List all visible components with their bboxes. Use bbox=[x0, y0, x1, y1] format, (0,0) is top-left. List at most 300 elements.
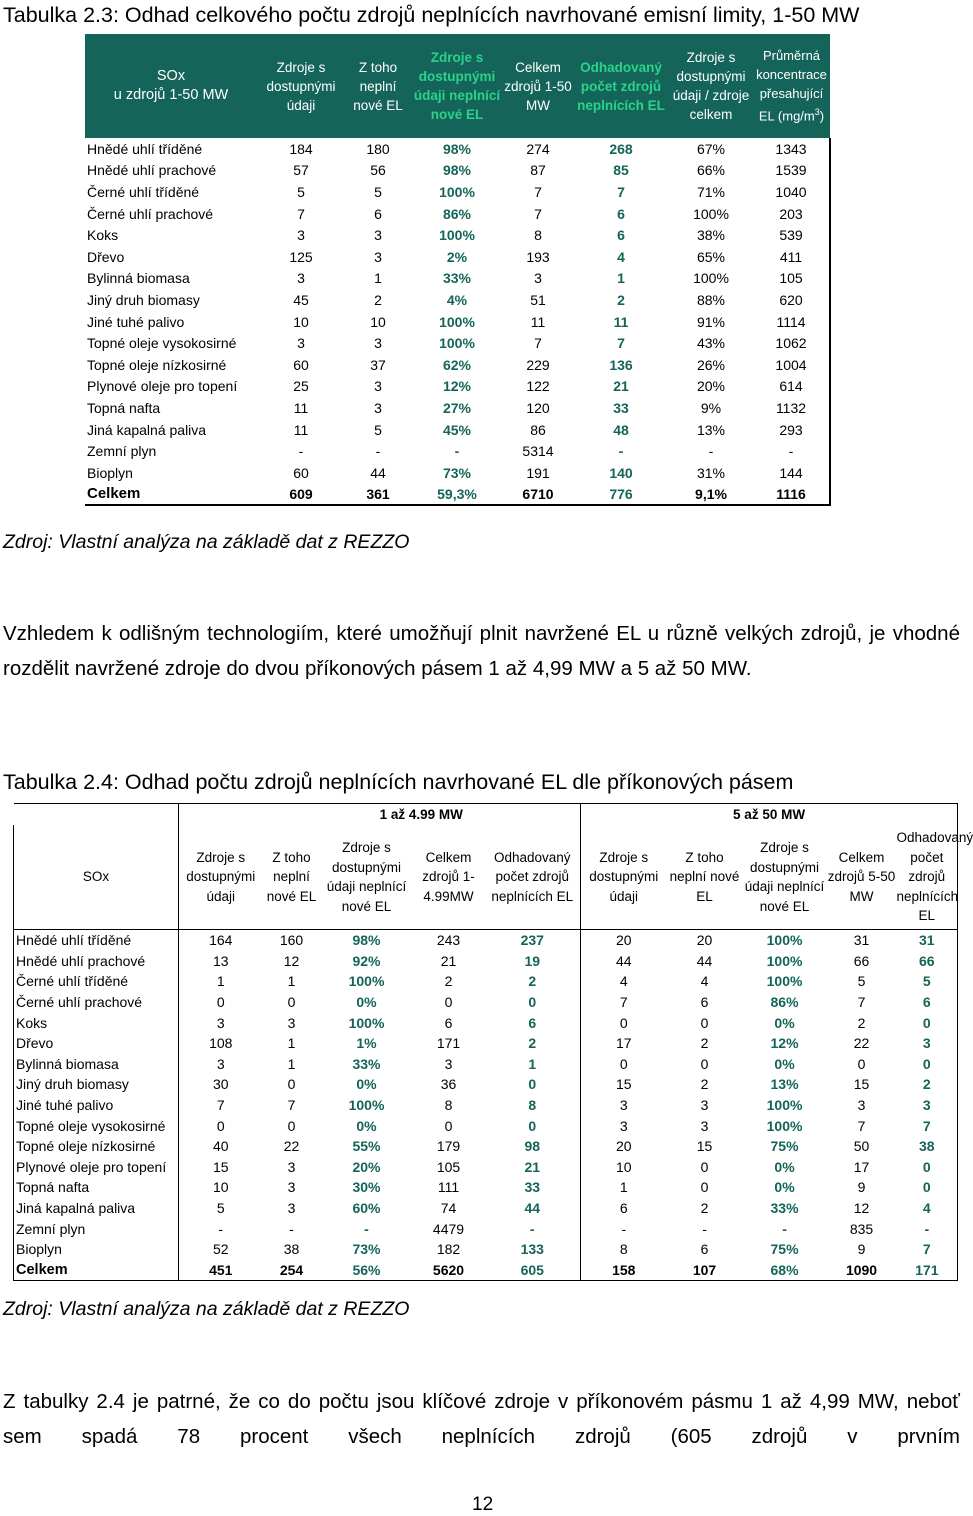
table2-row bbox=[14, 1177, 958, 1198]
cell: 10 bbox=[179, 1177, 263, 1198]
cell: 7 bbox=[617, 335, 625, 352]
cell: 6 bbox=[897, 992, 958, 1013]
row-label: Černé uhlí prachové bbox=[14, 992, 179, 1013]
cell: 1 bbox=[619, 1179, 628, 1196]
cell: 7 bbox=[297, 205, 305, 222]
cell: 7 bbox=[619, 994, 628, 1011]
cell: 87 bbox=[530, 162, 546, 179]
cell: 0% bbox=[356, 1076, 377, 1093]
cell: 56% bbox=[321, 1260, 413, 1281]
cell: 21 bbox=[440, 952, 457, 969]
cell: 3 bbox=[374, 378, 382, 395]
cell: 0% bbox=[356, 994, 377, 1011]
cell: 193 bbox=[526, 248, 550, 265]
table2-body bbox=[14, 930, 958, 1281]
table-2-3 bbox=[85, 34, 831, 506]
cell: 60% bbox=[352, 1200, 381, 1217]
cell: 7 bbox=[534, 183, 542, 200]
cell: 0 bbox=[485, 992, 581, 1013]
cell: 180 bbox=[366, 140, 390, 157]
row-label: Černé uhlí prachové bbox=[87, 205, 214, 222]
cell: 6 bbox=[700, 994, 709, 1011]
cell: 1 bbox=[617, 270, 625, 287]
cell: 13 bbox=[179, 951, 263, 972]
table1-header-ratio: Zdroje s dostupnými údaji / zdroje celkem bbox=[669, 34, 753, 138]
cell: 268 bbox=[609, 140, 633, 157]
cell: 7 bbox=[179, 1095, 263, 1116]
cell: 274 bbox=[526, 140, 550, 157]
cell: 20 bbox=[696, 932, 713, 949]
table2-row bbox=[14, 951, 958, 972]
cell: 614 bbox=[753, 376, 830, 398]
t2-b2-sources-with-data: Zdroje s dostupnými údaji bbox=[581, 825, 667, 930]
cell: 100% bbox=[439, 227, 475, 244]
cell: 6 bbox=[485, 1012, 581, 1033]
cell: 7 bbox=[287, 1097, 296, 1114]
cell: 0 bbox=[857, 1055, 866, 1072]
cell: 4479 bbox=[432, 1220, 465, 1237]
cell: 15 bbox=[179, 1157, 263, 1178]
row-label: Zemní plyn bbox=[14, 1218, 179, 1239]
t2-b1-total-sources: Celkem zdrojů 1-4.99MW bbox=[413, 825, 485, 930]
cell: 33% bbox=[352, 1055, 381, 1072]
cell: 609 bbox=[257, 484, 345, 506]
cell: 19 bbox=[485, 951, 581, 972]
cell: 254 bbox=[263, 1260, 321, 1281]
row-label: Dřevo bbox=[87, 248, 125, 265]
cell: 4 bbox=[897, 1198, 958, 1219]
cell: 0 bbox=[444, 994, 453, 1011]
cell: 100% bbox=[693, 205, 729, 222]
cell: 100% bbox=[766, 1097, 803, 1114]
cell: 2 bbox=[700, 1035, 709, 1052]
table2-row bbox=[14, 1136, 958, 1157]
cell: 62% bbox=[442, 356, 472, 373]
cell: 3 bbox=[444, 1055, 453, 1072]
cell: 12% bbox=[442, 378, 472, 395]
table2-row bbox=[14, 1218, 958, 1239]
cell: 43% bbox=[696, 335, 726, 352]
cell: 620 bbox=[753, 289, 830, 311]
cell: 0 bbox=[444, 1117, 453, 1134]
cell: 203 bbox=[753, 203, 830, 225]
cell: 237 bbox=[485, 930, 581, 951]
cell: 51 bbox=[530, 291, 546, 308]
cell: 30 bbox=[179, 1074, 263, 1095]
cell: 12 bbox=[853, 1200, 870, 1217]
cell: 107 bbox=[667, 1260, 743, 1281]
cell: 0% bbox=[774, 1158, 795, 1175]
cell: 98% bbox=[442, 140, 472, 157]
cell: 3 bbox=[287, 1158, 296, 1175]
cell: 4 bbox=[700, 973, 709, 990]
cell: 5314 bbox=[522, 443, 554, 460]
cell: 100% bbox=[766, 952, 803, 969]
cell: 8 bbox=[619, 1241, 628, 1258]
cell: 5 bbox=[297, 183, 305, 200]
table1-row bbox=[85, 397, 830, 419]
cell: 33 bbox=[485, 1177, 581, 1198]
table2-row bbox=[14, 930, 958, 951]
cell: 12% bbox=[770, 1035, 799, 1052]
cell: 3 bbox=[897, 1095, 958, 1116]
row-label: Hnědé uhlí prachové bbox=[14, 951, 179, 972]
cell: 1090 bbox=[827, 1260, 897, 1281]
cell: 7 bbox=[534, 335, 542, 352]
cell: 179 bbox=[436, 1138, 461, 1155]
paragraph-1: Vzhledem k odlišným technologiím, které umožňují plnit navržené EL u různě velkých zdrojů, je vhodné rozdělit navržené zdroje do dvou příkonových pásem 1 až 4,99 MW a 5 až 50 MW. bbox=[3, 622, 960, 680]
table2-row bbox=[14, 971, 958, 992]
cell: 91% bbox=[696, 313, 726, 330]
band-1-label: 1 až 4.99 MW bbox=[263, 804, 581, 826]
table2-row bbox=[14, 1033, 958, 1054]
cell: 60 bbox=[293, 356, 309, 373]
cell: 0 bbox=[700, 1158, 709, 1175]
cell: 2 bbox=[617, 291, 625, 308]
row-label: Černé uhlí tříděné bbox=[87, 183, 200, 200]
cell: 3 bbox=[897, 1033, 958, 1054]
cell: 6 bbox=[374, 205, 382, 222]
avg-concentration-label: Průměrná koncentrace přesahující EL (mg/m bbox=[756, 48, 827, 124]
cell: - bbox=[179, 1218, 263, 1239]
table1-header-estimated-count: Odhadovaný počet zdrojů neplnících EL bbox=[573, 34, 669, 138]
cell: 1062 bbox=[753, 332, 830, 354]
cell: 105 bbox=[436, 1158, 461, 1175]
cell: 38 bbox=[283, 1241, 300, 1258]
cell: 15 bbox=[615, 1076, 632, 1093]
cell: 0 bbox=[485, 1074, 581, 1095]
cell: 92% bbox=[352, 952, 381, 969]
cell: 1 bbox=[485, 1054, 581, 1075]
row-label: Zemní plyn bbox=[87, 443, 157, 460]
cell: 98% bbox=[442, 162, 472, 179]
cell: 3 bbox=[374, 248, 382, 265]
band-2-label: 5 až 50 MW bbox=[581, 804, 958, 826]
row-label: Hnědé uhlí tříděné bbox=[14, 930, 179, 951]
cell: 66 bbox=[897, 951, 958, 972]
cell: 5 bbox=[897, 971, 958, 992]
paragraph-2: Z tabulky 2.4 je patrné, že co do počtu jsou klíčové zdroje v příkonovém pásmu 1 až 4,99 MW, neboť sem spadá 78 procent všech neplnících zdrojů (605 zdrojů v prvním bbox=[3, 1390, 960, 1448]
cell: 5620 bbox=[413, 1260, 485, 1281]
cell: 3 bbox=[857, 1097, 866, 1114]
cell: 15 bbox=[853, 1076, 870, 1093]
row-label: Topné oleje vysokosirné bbox=[14, 1115, 179, 1136]
cell: 7 bbox=[857, 1117, 866, 1134]
table2-corner bbox=[14, 804, 179, 826]
cell: 158 bbox=[581, 1260, 667, 1281]
cell: 361 bbox=[345, 484, 411, 506]
table1-header-sources-with-data: Zdroje s dostupnými údaji bbox=[257, 34, 345, 138]
table1-header-row bbox=[85, 34, 830, 138]
cell: 100% bbox=[348, 1097, 385, 1114]
cell: 31% bbox=[696, 464, 726, 481]
cell: 293 bbox=[753, 419, 830, 441]
cell: 3 bbox=[287, 1179, 296, 1196]
row-label: Topná nafta bbox=[87, 399, 161, 416]
row-label: Plynové oleje pro topení bbox=[14, 1157, 179, 1178]
cell: 3 bbox=[619, 1097, 628, 1114]
sox-range-label: u zdrojů 1-50 MW bbox=[113, 87, 229, 103]
cell: 100% bbox=[439, 335, 475, 352]
cell: 31 bbox=[897, 930, 958, 951]
cell: 1539 bbox=[753, 160, 830, 182]
cell: 2 bbox=[857, 1014, 866, 1031]
cell: 1% bbox=[356, 1035, 377, 1052]
cell: 0% bbox=[774, 1179, 795, 1196]
cell: 7 bbox=[617, 183, 625, 200]
cell: 1114 bbox=[753, 311, 830, 333]
cell: 50 bbox=[853, 1138, 870, 1155]
cell: 3 bbox=[297, 270, 305, 287]
cell: 86 bbox=[530, 421, 546, 438]
cell: 26% bbox=[696, 356, 726, 373]
cell: 100% bbox=[348, 1014, 385, 1031]
row-label: Jiné tuhé palivo bbox=[14, 1095, 179, 1116]
cell: 2 bbox=[374, 291, 382, 308]
table1-header-avg-concentration bbox=[753, 34, 830, 138]
table1-row bbox=[85, 203, 830, 225]
cell: 8 bbox=[485, 1095, 581, 1116]
table1-header-sox bbox=[85, 34, 257, 138]
cell: 7 bbox=[897, 1239, 958, 1260]
cell: 144 bbox=[753, 462, 830, 484]
cell: - bbox=[454, 443, 460, 460]
cell: 59,3% bbox=[411, 484, 503, 506]
cell: - bbox=[485, 1218, 581, 1239]
cell: 0 bbox=[179, 1115, 263, 1136]
cell: 85 bbox=[613, 162, 629, 179]
cell: 38 bbox=[897, 1136, 958, 1157]
cell: - bbox=[375, 443, 381, 460]
cell: 0 bbox=[700, 1055, 709, 1072]
cell: 67% bbox=[696, 140, 726, 157]
cell: 13% bbox=[696, 421, 726, 438]
row-label: Hnědé uhlí prachové bbox=[87, 162, 217, 179]
cell: 3 bbox=[700, 1117, 709, 1134]
cell: 68% bbox=[743, 1260, 827, 1281]
cell: 0 bbox=[897, 1054, 958, 1075]
cell: 27% bbox=[442, 399, 472, 416]
row-label: Topná nafta bbox=[14, 1177, 179, 1198]
cell: 86% bbox=[770, 994, 799, 1011]
cell: 1 bbox=[287, 1035, 296, 1052]
cell: 0 bbox=[700, 1014, 709, 1031]
row-label: Jiná kapalná paliva bbox=[14, 1198, 179, 1219]
cell: 776 bbox=[573, 484, 669, 506]
cell: 56 bbox=[370, 162, 386, 179]
cell: 2 bbox=[485, 1033, 581, 1054]
table2-header-row bbox=[14, 825, 958, 930]
cell: - bbox=[782, 1220, 787, 1237]
cell: 21 bbox=[613, 378, 629, 395]
cell: 98 bbox=[485, 1136, 581, 1157]
cell: 7 bbox=[897, 1115, 958, 1136]
cell: - bbox=[897, 1218, 958, 1239]
t2-b2-estimated-count: Odhadovaný počet zdrojů neplnících EL bbox=[897, 825, 958, 930]
cell: 0% bbox=[774, 1014, 795, 1031]
table2-row bbox=[14, 1012, 958, 1033]
cell: 60 bbox=[293, 464, 309, 481]
table1-row bbox=[85, 138, 830, 160]
table1-row bbox=[85, 289, 830, 311]
table2-row bbox=[14, 1198, 958, 1219]
row-label: Bioplyn bbox=[14, 1239, 179, 1260]
unit-exponent: 3 bbox=[814, 107, 820, 118]
source-note-1: Zdroj: Vlastní analýza na základě dat z REZZO bbox=[3, 531, 410, 553]
cell: 229 bbox=[526, 356, 550, 373]
cell: 6 bbox=[617, 205, 625, 222]
cell: 100% bbox=[766, 973, 803, 990]
table1-row bbox=[85, 268, 830, 290]
cell: 40 bbox=[179, 1136, 263, 1157]
page-number: 12 bbox=[472, 1494, 494, 1515]
cell: 243 bbox=[436, 932, 461, 949]
cell: 75% bbox=[770, 1241, 799, 1258]
cell: 3 bbox=[374, 335, 382, 352]
cell: 122 bbox=[526, 378, 550, 395]
cell: 5 bbox=[179, 1198, 263, 1219]
table1-total-row bbox=[85, 484, 830, 506]
cell: 44 bbox=[696, 952, 713, 969]
t2-b1-not-meeting: Z toho neplní nové EL bbox=[263, 825, 321, 930]
t2-b1-sources-with-data: Zdroje s dostupnými údaji bbox=[179, 825, 263, 930]
cell: - bbox=[702, 1220, 707, 1237]
cell: 1040 bbox=[753, 181, 830, 203]
row-label: Černé uhlí tříděné bbox=[14, 971, 179, 992]
row-label: Koks bbox=[87, 227, 119, 244]
cell: 0 bbox=[287, 994, 296, 1011]
row-label: Jiné tuhé palivo bbox=[87, 313, 185, 330]
cell: 100% bbox=[439, 183, 475, 200]
cell: 37 bbox=[370, 356, 386, 373]
cell: 52 bbox=[179, 1239, 263, 1260]
row-label: Celkem bbox=[14, 1260, 179, 1281]
cell: 6 bbox=[700, 1241, 709, 1258]
cell: 22 bbox=[283, 1138, 300, 1155]
row-label: Jiná kapalná paliva bbox=[87, 421, 207, 438]
table1-header-not-meeting-with-data: Zdroje s dostupnými údaji neplnící nové EL bbox=[411, 34, 503, 138]
cell: 1 bbox=[287, 1055, 296, 1072]
cell: 33% bbox=[770, 1200, 799, 1217]
table1-row bbox=[85, 462, 830, 484]
cell: 100% bbox=[766, 1117, 803, 1134]
cell: 100% bbox=[766, 932, 803, 949]
table1-row bbox=[85, 181, 830, 203]
cell: 0 bbox=[700, 1179, 709, 1196]
cell: 6 bbox=[444, 1014, 453, 1031]
cell: 451 bbox=[179, 1260, 263, 1281]
row-label: Dřevo bbox=[14, 1033, 179, 1054]
cell: 9,1% bbox=[669, 484, 753, 506]
row-label: Topné oleje nízkosirné bbox=[87, 356, 227, 373]
t2-b2-not-meeting-with-data: Zdroje s dostupnými údaji neplnící nové EL bbox=[743, 825, 827, 930]
table1-title: Tabulka 2.3: Odhad celkového počtu zdrojů neplnících navrhované emisní limity, 1-50 MW bbox=[3, 3, 860, 27]
cell: 0 bbox=[897, 1012, 958, 1033]
cell: 45 bbox=[293, 291, 309, 308]
cell: 9 bbox=[857, 1179, 866, 1196]
table2-row bbox=[14, 1115, 958, 1136]
cell: 835 bbox=[849, 1220, 874, 1237]
cell: 1132 bbox=[753, 397, 830, 419]
row-label: Bioplyn bbox=[87, 464, 133, 481]
cell: - bbox=[289, 1220, 294, 1237]
cell: 3 bbox=[619, 1117, 628, 1134]
cell: 100% bbox=[348, 973, 385, 990]
table1-header-not-meeting: Z toho neplní nové EL bbox=[345, 34, 411, 138]
cell: 164 bbox=[179, 930, 263, 951]
cell: - bbox=[708, 443, 714, 460]
cell: 5 bbox=[857, 973, 866, 990]
cell: 13% bbox=[770, 1076, 799, 1093]
cell: 45% bbox=[442, 421, 472, 438]
cell: 3 bbox=[297, 227, 305, 244]
cell: 136 bbox=[609, 356, 633, 373]
cell: 182 bbox=[436, 1241, 461, 1258]
cell: 98% bbox=[352, 932, 381, 949]
cell: 33 bbox=[613, 399, 629, 416]
cell: 3 bbox=[179, 1054, 263, 1075]
table2-row bbox=[14, 1239, 958, 1260]
cell: 2% bbox=[446, 248, 468, 265]
cell: 48 bbox=[613, 421, 629, 438]
table1-row bbox=[85, 440, 830, 462]
cell: 108 bbox=[179, 1033, 263, 1054]
row-label: Hnědé uhlí tříděné bbox=[87, 140, 203, 157]
cell: 73% bbox=[442, 464, 472, 481]
cell: 3 bbox=[297, 335, 305, 352]
table1-row bbox=[85, 246, 830, 268]
cell: 75% bbox=[770, 1138, 799, 1155]
cell: 86% bbox=[442, 205, 472, 222]
cell: 3 bbox=[374, 399, 382, 416]
row-label: Jiný druh biomasy bbox=[87, 291, 200, 308]
cell: 2 bbox=[444, 973, 453, 990]
cell: 411 bbox=[753, 246, 830, 268]
t2-b1-estimated-count: Odhadovaný počet zdrojů neplnících EL bbox=[485, 825, 581, 930]
cell: 1343 bbox=[753, 138, 830, 160]
cell: 184 bbox=[289, 140, 313, 157]
table1-header-total-sources: Celkem zdrojů 1-50 MW bbox=[503, 34, 573, 138]
table2-total-row bbox=[14, 1260, 958, 1281]
cell: 100% bbox=[693, 270, 729, 287]
table1-row bbox=[85, 224, 830, 246]
cell: 171 bbox=[436, 1035, 461, 1052]
cell: 3 bbox=[534, 270, 542, 287]
cell: 71% bbox=[696, 183, 726, 200]
cell: 133 bbox=[485, 1239, 581, 1260]
cell: 44 bbox=[485, 1198, 581, 1219]
row-label: Bylinná biomasa bbox=[14, 1054, 179, 1075]
cell: 33% bbox=[442, 270, 472, 287]
table-2-4 bbox=[13, 803, 973, 1281]
cell: 171 bbox=[897, 1260, 958, 1281]
cell: 8 bbox=[534, 227, 542, 244]
cell: 0 bbox=[287, 1117, 296, 1134]
table1-row bbox=[85, 419, 830, 441]
cell: 10 bbox=[293, 313, 309, 330]
cell: 55% bbox=[352, 1138, 381, 1155]
cell: 9 bbox=[857, 1241, 866, 1258]
cell: 0% bbox=[774, 1055, 795, 1072]
t2-b2-not-meeting: Z toho neplní nové EL bbox=[667, 825, 743, 930]
cell: 20% bbox=[696, 378, 726, 395]
cell: 1 bbox=[179, 971, 263, 992]
t2-b1-not-meeting-with-data: Zdroje s dostupnými údaji neplnící nové EL bbox=[321, 825, 413, 930]
cell: 0 bbox=[485, 1115, 581, 1136]
t2-b2-total-sources: Celkem zdrojů 5-50 MW bbox=[827, 825, 897, 930]
cell: 125 bbox=[289, 248, 313, 265]
sox-label: SOx bbox=[156, 68, 186, 84]
